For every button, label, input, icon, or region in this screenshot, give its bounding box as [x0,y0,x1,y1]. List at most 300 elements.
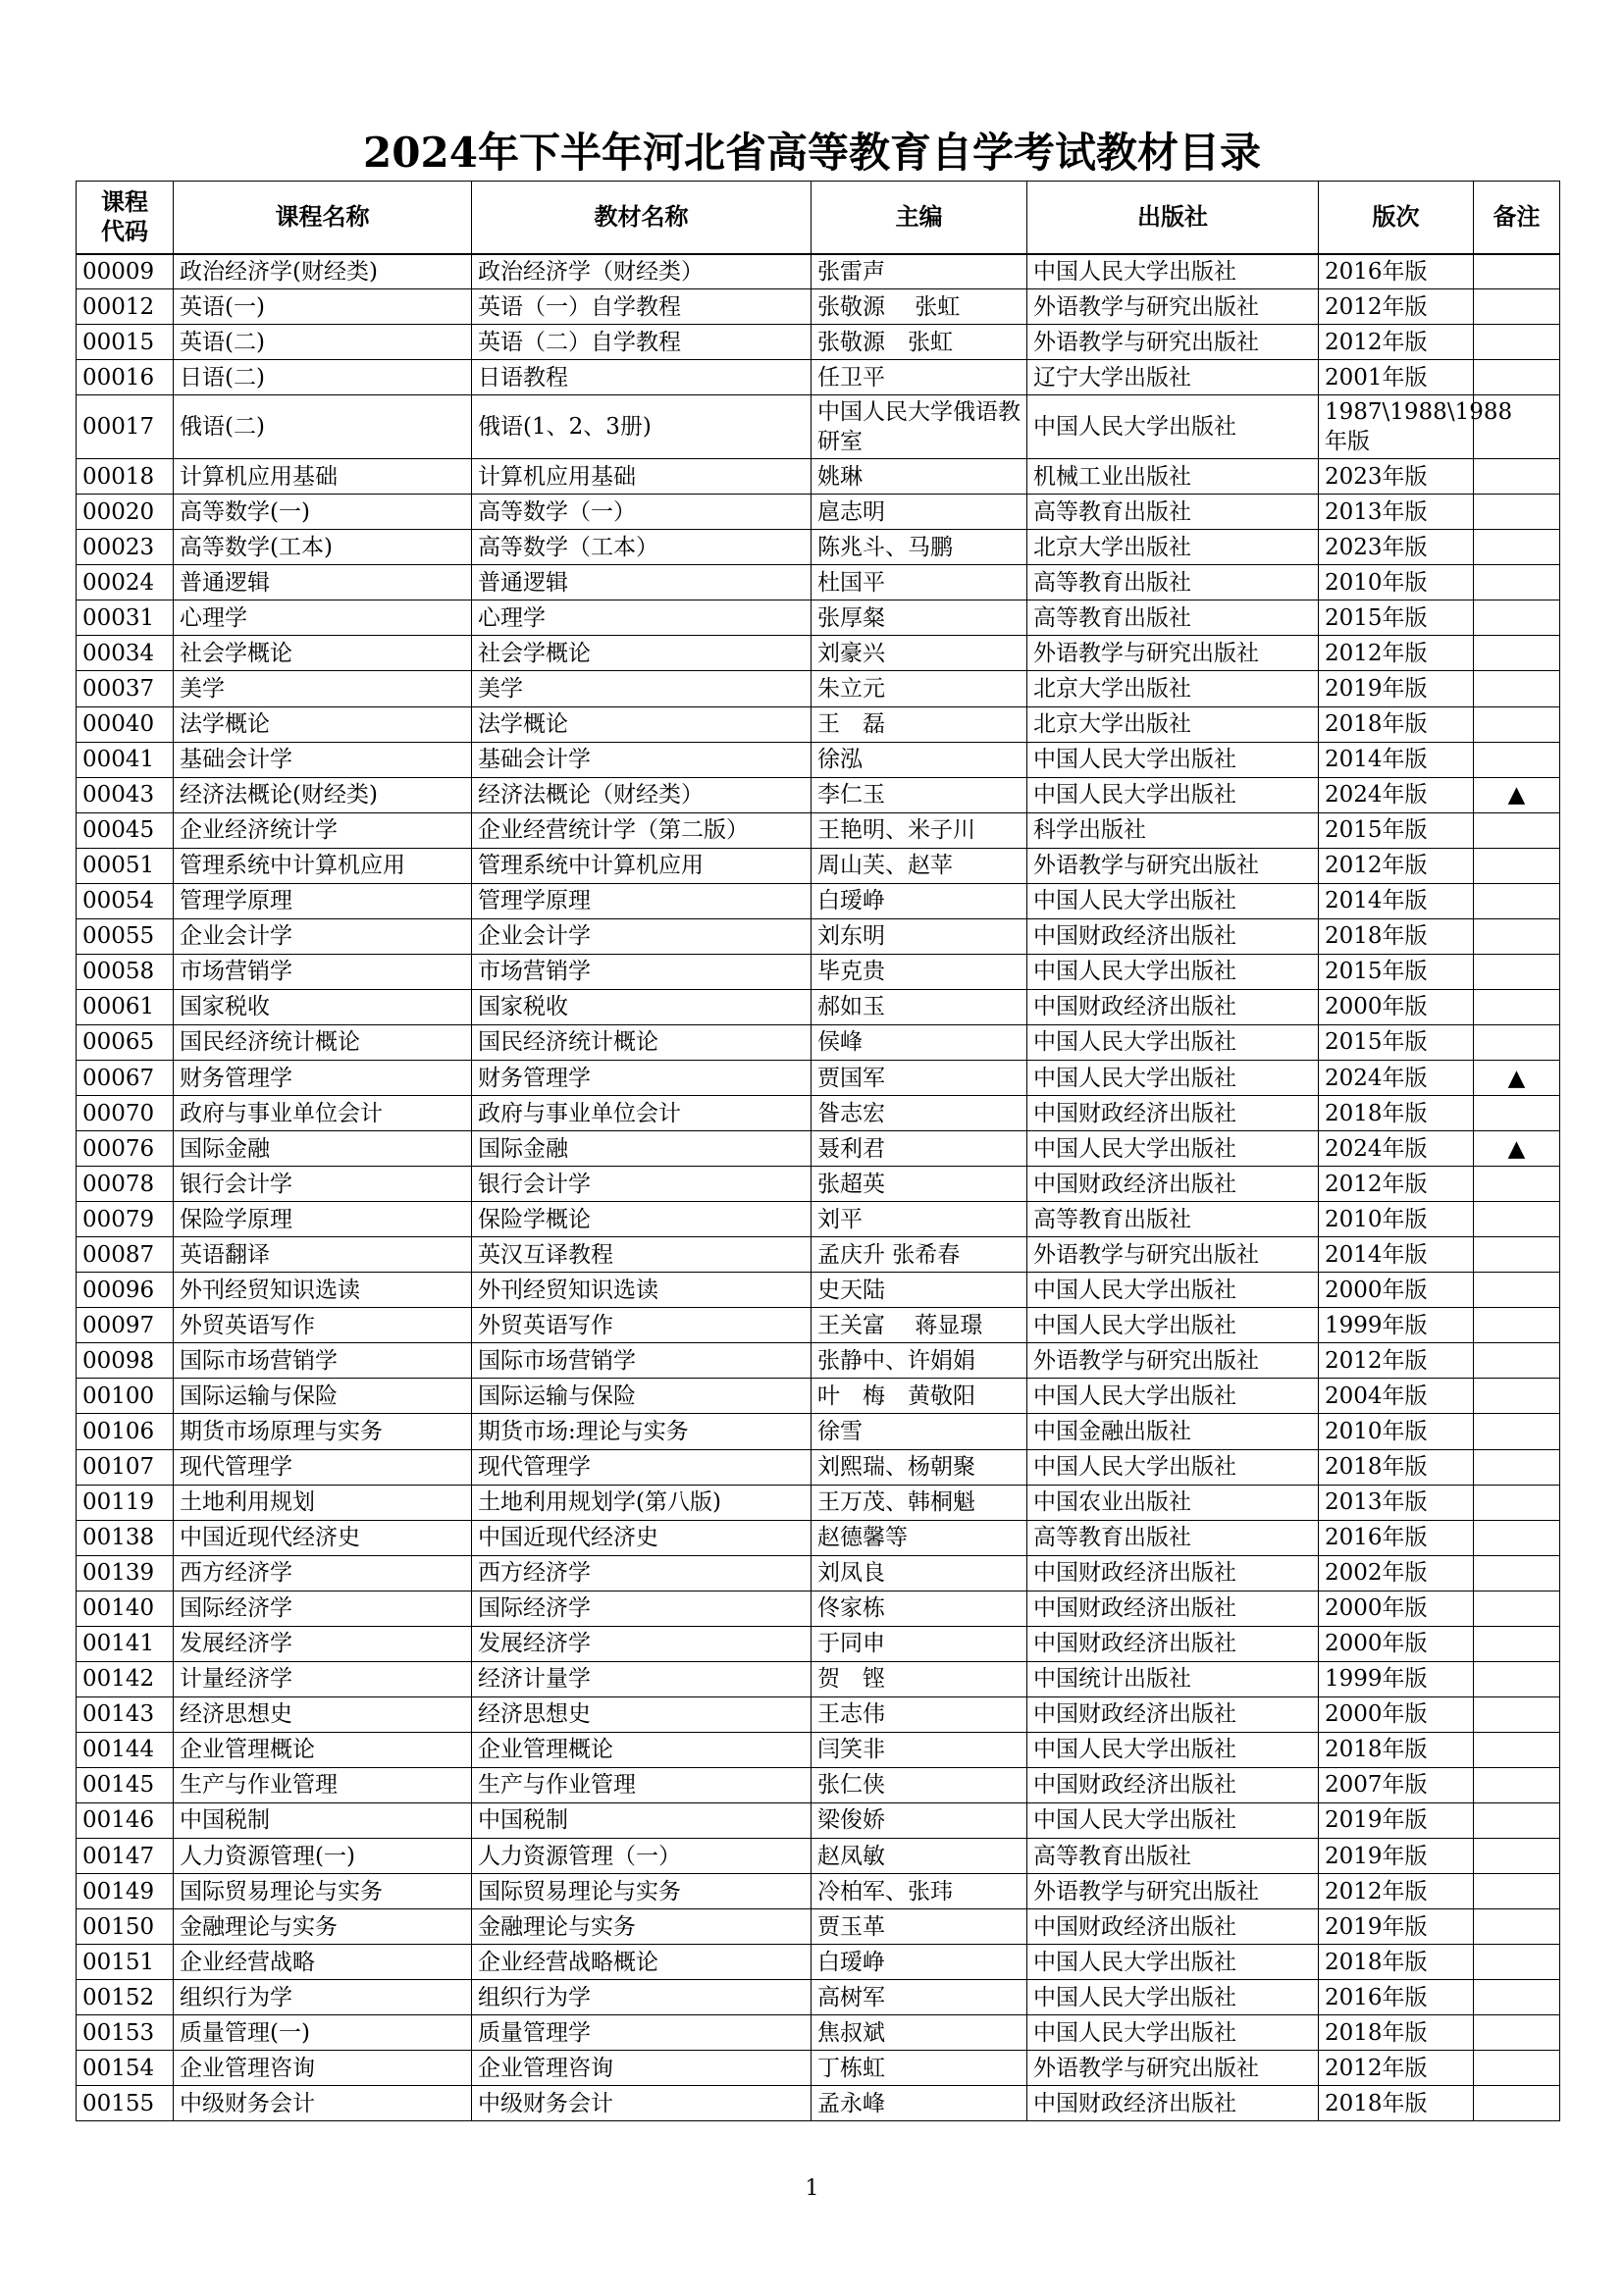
table-row [77,1732,1560,1767]
cell-publisher: 中国财政经济出版社 [1027,918,1319,954]
cell-edition: 2007年版 [1319,1767,1474,1802]
cell-edition: 2015年版 [1319,812,1474,848]
cell-publisher: 中国人民大学出版社 [1027,954,1319,989]
cell-code: 00043 [77,777,174,812]
cell-course: 西方经济学 [174,1555,472,1591]
table-row [77,918,1560,954]
cell-note [1474,954,1560,989]
cell-editor: 徐雪 [812,1414,1027,1449]
cell-publisher: 中国人民大学出版社 [1027,254,1319,289]
cell-editor: 王万茂、韩桐魁 [812,1485,1027,1520]
cell-book: 企业会计学 [472,918,812,954]
cell-book: 国际金融 [472,1131,812,1167]
cell-note [1474,495,1560,530]
cell-edition: 2023年版 [1319,459,1474,495]
cell-code: 00097 [77,1308,174,1343]
cell-code: 00067 [77,1060,174,1095]
cell-book: 企业经营战略概论 [472,1945,812,1980]
cell-editor: 刘东明 [812,918,1027,954]
cell-code: 00150 [77,1909,174,1945]
cell-edition: 2015年版 [1319,1024,1474,1060]
cell-book: 政府与事业单位会计 [472,1096,812,1131]
cell-editor: 郝如玉 [812,989,1027,1024]
cell-book: 国际市场营销学 [472,1343,812,1379]
cell-edition: 2010年版 [1319,1202,1474,1237]
cell-course: 国际金融 [174,1131,472,1167]
cell-course: 中国近现代经济史 [174,1520,472,1555]
cell-publisher: 中国财政经济出版社 [1027,1096,1319,1131]
cell-course: 企业会计学 [174,918,472,954]
cell-editor: 史天陆 [812,1273,1027,1308]
cell-code: 00070 [77,1096,174,1131]
cell-note [1474,671,1560,706]
cell-edition: 2013年版 [1319,1485,1474,1520]
cell-code: 00096 [77,1273,174,1308]
cell-edition: 2002年版 [1319,1555,1474,1591]
cell-code: 00151 [77,1945,174,1980]
cell-edition: 2000年版 [1319,1626,1474,1661]
cell-publisher: 中国人民大学出版社 [1027,1273,1319,1308]
cell-code: 00015 [77,325,174,360]
table-row [77,1839,1560,1874]
cell-book: 人力资源管理（一） [472,1839,812,1874]
cell-code: 00018 [77,459,174,495]
cell-publisher: 高等教育出版社 [1027,1839,1319,1874]
cell-editor: 刘熙瑞、杨朝聚 [812,1449,1027,1485]
cell-course: 财务管理学 [174,1060,472,1095]
table-row [77,325,1560,360]
cell-publisher: 辽宁大学出版社 [1027,360,1319,395]
cell-note [1474,812,1560,848]
cell-course: 外刊经贸知识选读 [174,1273,472,1308]
cell-course: 中级财务会计 [174,2086,472,2121]
cell-editor: 孟庆升 张希春 [812,1237,1027,1273]
cell-book: 质量管理学 [472,2015,812,2051]
cell-book: 国际运输与保险 [472,1379,812,1414]
textbook-table [76,181,1560,2121]
table-row [77,1767,1560,1802]
cell-code: 00016 [77,360,174,395]
cell-edition: 2013年版 [1319,495,1474,530]
cell-book: 企业管理概论 [472,1732,812,1767]
cell-publisher: 外语教学与研究出版社 [1027,848,1319,883]
cell-edition: 2018年版 [1319,1945,1474,1980]
header-note: 备注 [1474,182,1560,254]
cell-editor: 张静中、许娟娟 [812,1343,1027,1379]
table-row [77,1096,1560,1131]
cell-note [1474,1167,1560,1202]
cell-edition: 2019年版 [1319,1802,1474,1838]
cell-edition: 2019年版 [1319,1909,1474,1945]
cell-editor: 扈志明 [812,495,1027,530]
cell-editor: 张仁侠 [812,1767,1027,1802]
cell-code: 00155 [77,2086,174,2121]
cell-edition: 2014年版 [1319,1237,1474,1273]
cell-edition: 2023年版 [1319,530,1474,565]
cell-publisher: 中国财政经济出版社 [1027,1767,1319,1802]
cell-book: 经济思想史 [472,1696,812,1732]
cell-publisher: 外语教学与研究出版社 [1027,289,1319,325]
cell-note [1474,1874,1560,1909]
cell-code: 00152 [77,1980,174,2015]
cell-editor: 梁俊娇 [812,1802,1027,1838]
table-row [77,1661,1560,1696]
cell-note [1474,1945,1560,1980]
cell-editor: 贾玉革 [812,1909,1027,1945]
cell-edition: 2018年版 [1319,2086,1474,2121]
cell-book: 中国近现代经济史 [472,1520,812,1555]
cell-publisher: 外语教学与研究出版社 [1027,636,1319,671]
cell-code: 00034 [77,636,174,671]
cell-code: 00149 [77,1874,174,1909]
cell-course: 管理学原理 [174,883,472,918]
cell-book: 管理学原理 [472,883,812,918]
cell-course: 国际市场营销学 [174,1343,472,1379]
cell-edition: 2001年版 [1319,360,1474,395]
cell-edition: 2000年版 [1319,989,1474,1024]
cell-publisher: 机械工业出版社 [1027,459,1319,495]
cell-editor: 闫笑非 [812,1732,1027,1767]
cell-editor: 贾国军 [812,1060,1027,1095]
cell-publisher: 外语教学与研究出版社 [1027,1343,1319,1379]
cell-book: 心理学 [472,600,812,636]
cell-editor: 赵德馨等 [812,1520,1027,1555]
cell-publisher: 中国人民大学出版社 [1027,742,1319,777]
cell-note [1474,848,1560,883]
cell-editor: 白瑷峥 [812,883,1027,918]
header-edition: 版次 [1319,182,1474,254]
cell-code: 00100 [77,1379,174,1414]
cell-book: 发展经济学 [472,1626,812,1661]
cell-editor: 杜国平 [812,565,1027,600]
cell-note [1474,1732,1560,1767]
cell-note [1474,530,1560,565]
table-row [77,1024,1560,1060]
cell-course: 高等数学(工本) [174,530,472,565]
cell-code: 00017 [77,395,174,459]
cell-edition: 2018年版 [1319,1732,1474,1767]
table-row [77,1874,1560,1909]
cell-editor: 任卫平 [812,360,1027,395]
cell-course: 组织行为学 [174,1980,472,2015]
cell-edition: 2012年版 [1319,2051,1474,2086]
cell-code: 00146 [77,1802,174,1838]
cell-book: 国际贸易理论与实务 [472,1874,812,1909]
cell-code: 00020 [77,495,174,530]
cell-code: 00140 [77,1591,174,1626]
cell-book: 社会学概论 [472,636,812,671]
cell-book: 外刊经贸知识选读 [472,1273,812,1308]
cell-course: 企业经营战略 [174,1945,472,1980]
cell-book: 计算机应用基础 [472,459,812,495]
cell-course: 国家税收 [174,989,472,1024]
cell-course: 计算机应用基础 [174,459,472,495]
cell-editor: 冷柏军、张玮 [812,1874,1027,1909]
cell-note [1474,883,1560,918]
table-row [77,777,1560,812]
cell-note [1474,1273,1560,1308]
cell-course: 国民经济统计概论 [174,1024,472,1060]
cell-edition: 2012年版 [1319,1343,1474,1379]
cell-course: 英语翻译 [174,1237,472,1273]
cell-publisher: 中国人民大学出版社 [1027,1024,1319,1060]
cell-note [1474,918,1560,954]
cell-course: 期货市场原理与实务 [174,1414,472,1449]
cell-book: 英汉互译教程 [472,1237,812,1273]
cell-course: 生产与作业管理 [174,1767,472,1802]
cell-note [1474,1980,1560,2015]
cell-publisher: 中国金融出版社 [1027,1414,1319,1449]
cell-editor: 王志伟 [812,1696,1027,1732]
table-row [77,2015,1560,2051]
cell-editor: 刘豪兴 [812,636,1027,671]
cell-course: 人力资源管理(一) [174,1839,472,1874]
cell-book: 法学概论 [472,706,812,742]
table-row [77,1485,1560,1520]
cell-note [1474,1909,1560,1945]
cell-course: 国际经济学 [174,1591,472,1626]
cell-note [1474,1096,1560,1131]
cell-editor: 侯峰 [812,1024,1027,1060]
cell-edition: 2018年版 [1319,918,1474,954]
cell-code: 00055 [77,918,174,954]
cell-note: ▲ [1474,1131,1560,1167]
cell-code: 00153 [77,2015,174,2051]
cell-course: 英语(一) [174,289,472,325]
cell-publisher: 中国人民大学出版社 [1027,1945,1319,1980]
table-row [77,600,1560,636]
cell-edition: 2018年版 [1319,2015,1474,2051]
table-row [77,1449,1560,1485]
table-row [77,2086,1560,2121]
cell-publisher: 中国人民大学出版社 [1027,777,1319,812]
cell-course: 银行会计学 [174,1167,472,1202]
table-row [77,1555,1560,1591]
cell-note [1474,1024,1560,1060]
cell-edition: 2018年版 [1319,1096,1474,1131]
cell-editor: 张厚粲 [812,600,1027,636]
cell-code: 00058 [77,954,174,989]
cell-book: 中级财务会计 [472,2086,812,2121]
cell-publisher: 中国人民大学出版社 [1027,395,1319,459]
cell-editor: 赵凤敏 [812,1839,1027,1874]
cell-editor: 张敬源 张虹 [812,325,1027,360]
cell-code: 00147 [77,1839,174,1874]
cell-note [1474,254,1560,289]
cell-edition: 2010年版 [1319,565,1474,600]
cell-editor: 姚琳 [812,459,1027,495]
cell-code: 00079 [77,1202,174,1237]
table-row [77,1060,1560,1095]
cell-publisher: 中国人民大学出版社 [1027,883,1319,918]
cell-book: 国民经济统计概论 [472,1024,812,1060]
cell-book: 银行会计学 [472,1167,812,1202]
cell-code: 00061 [77,989,174,1024]
cell-publisher: 外语教学与研究出版社 [1027,1874,1319,1909]
cell-publisher: 高等教育出版社 [1027,495,1319,530]
table-row [77,1202,1560,1237]
table-row [77,1414,1560,1449]
cell-note [1474,1555,1560,1591]
header-book: 教材名称 [472,182,812,254]
cell-editor: 徐泓 [812,742,1027,777]
cell-book: 国际经济学 [472,1591,812,1626]
cell-code: 00041 [77,742,174,777]
cell-course: 俄语(二) [174,395,472,459]
cell-book: 俄语(1、2、3册) [472,395,812,459]
cell-book: 财务管理学 [472,1060,812,1095]
cell-editor: 佟家栋 [812,1591,1027,1626]
table-body [77,254,1560,2121]
cell-note [1474,636,1560,671]
cell-editor: 白瑷峥 [812,1945,1027,1980]
cell-note [1474,1485,1560,1520]
cell-note [1474,1520,1560,1555]
cell-book: 市场营销学 [472,954,812,989]
cell-code: 00045 [77,812,174,848]
cell-code: 00141 [77,1626,174,1661]
cell-editor: 周山芙、赵苹 [812,848,1027,883]
table-row [77,1520,1560,1555]
cell-edition: 2012年版 [1319,1874,1474,1909]
cell-book: 保险学概论 [472,1202,812,1237]
page-number: 1 [805,2176,819,2201]
cell-editor: 贺 铿 [812,1661,1027,1696]
table-row [77,848,1560,883]
cell-edition: 2018年版 [1319,1449,1474,1485]
cell-edition: 2010年版 [1319,1414,1474,1449]
cell-editor: 刘凤良 [812,1555,1027,1591]
header-editor: 主编 [812,182,1027,254]
cell-course: 政治经济学(财经类) [174,254,472,289]
cell-publisher: 高等教育出版社 [1027,600,1319,636]
cell-code: 00037 [77,671,174,706]
table-row [77,989,1560,1024]
cell-note: ▲ [1474,1060,1560,1095]
cell-course: 国际贸易理论与实务 [174,1874,472,1909]
cell-course: 英语(二) [174,325,472,360]
cell-editor: 丁栋虹 [812,2051,1027,2086]
cell-publisher: 中国人民大学出版社 [1027,1060,1319,1095]
cell-edition: 2015年版 [1319,954,1474,989]
cell-code: 00051 [77,848,174,883]
cell-code: 00065 [77,1024,174,1060]
cell-editor: 叶 梅 黄敬阳 [812,1379,1027,1414]
cell-publisher: 外语教学与研究出版社 [1027,1237,1319,1273]
cell-editor: 李仁玉 [812,777,1027,812]
cell-book: 国家税收 [472,989,812,1024]
cell-code: 00009 [77,254,174,289]
cell-code: 00024 [77,565,174,600]
table-row [77,254,1560,289]
cell-note [1474,706,1560,742]
cell-course: 质量管理(一) [174,2015,472,2051]
cell-book: 英语（二）自学教程 [472,325,812,360]
table-header-row [77,182,1560,254]
cell-note [1474,1379,1560,1414]
cell-editor: 朱立元 [812,671,1027,706]
cell-course: 外贸英语写作 [174,1308,472,1343]
cell-editor: 中国人民大学俄语教研室 [812,395,1027,459]
header-code [77,182,174,254]
cell-publisher: 北京大学出版社 [1027,706,1319,742]
cell-editor: 王关富 蒋显璟 [812,1308,1027,1343]
cell-edition: 2012年版 [1319,289,1474,325]
cell-note [1474,1802,1560,1838]
cell-publisher: 中国人民大学出版社 [1027,1379,1319,1414]
cell-course: 计量经济学 [174,1661,472,1696]
cell-publisher: 中国财政经济出版社 [1027,1555,1319,1591]
cell-course: 中国税制 [174,1802,472,1838]
cell-edition: 2004年版 [1319,1379,1474,1414]
cell-code: 00012 [77,289,174,325]
cell-note [1474,1308,1560,1343]
cell-note [1474,1414,1560,1449]
cell-course: 土地利用规划 [174,1485,472,1520]
cell-edition: 1987\1988\1988年版 [1319,395,1474,459]
cell-code: 00106 [77,1414,174,1449]
cell-book: 基础会计学 [472,742,812,777]
cell-book: 政治经济学（财经类） [472,254,812,289]
cell-publisher: 中国人民大学出版社 [1027,1308,1319,1343]
cell-editor: 张雷声 [812,254,1027,289]
cell-code: 00138 [77,1520,174,1555]
cell-edition: 2024年版 [1319,1131,1474,1167]
cell-course: 高等数学(一) [174,495,472,530]
table-row [77,2051,1560,2086]
cell-code: 00119 [77,1485,174,1520]
cell-publisher: 中国财政经济出版社 [1027,1167,1319,1202]
cell-edition: 1999年版 [1319,1661,1474,1696]
cell-course: 管理系统中计算机应用 [174,848,472,883]
table-row [77,883,1560,918]
cell-edition: 2014年版 [1319,883,1474,918]
cell-note [1474,1626,1560,1661]
cell-editor: 毕克贵 [812,954,1027,989]
cell-edition: 2024年版 [1319,777,1474,812]
cell-book: 组织行为学 [472,1980,812,2015]
cell-publisher: 高等教育出版社 [1027,1520,1319,1555]
header-code-text: 课程 代码 [101,188,148,246]
cell-course: 基础会计学 [174,742,472,777]
cell-note [1474,360,1560,395]
cell-course: 政府与事业单位会计 [174,1096,472,1131]
cell-publisher: 中国人民大学出版社 [1027,1732,1319,1767]
cell-book: 普通逻辑 [472,565,812,600]
cell-code: 00142 [77,1661,174,1696]
table-row [77,1909,1560,1945]
table-row [77,1273,1560,1308]
table-row [77,395,1560,459]
cell-edition: 2016年版 [1319,1520,1474,1555]
cell-book: 高等数学（工本） [472,530,812,565]
cell-edition: 2014年版 [1319,742,1474,777]
cell-publisher: 中国人民大学出版社 [1027,2015,1319,2051]
cell-publisher: 中国人民大学出版社 [1027,1131,1319,1167]
cell-editor: 王 磊 [812,706,1027,742]
cell-code: 00054 [77,883,174,918]
cell-publisher: 中国农业出版社 [1027,1485,1319,1520]
cell-course: 日语(二) [174,360,472,395]
cell-note: ▲ [1474,777,1560,812]
header-course: 课程名称 [174,182,472,254]
cell-edition: 2000年版 [1319,1696,1474,1732]
cell-book: 金融理论与实务 [472,1909,812,1945]
table-row [77,495,1560,530]
cell-book: 美学 [472,671,812,706]
table-row [77,1591,1560,1626]
cell-code: 00143 [77,1696,174,1732]
